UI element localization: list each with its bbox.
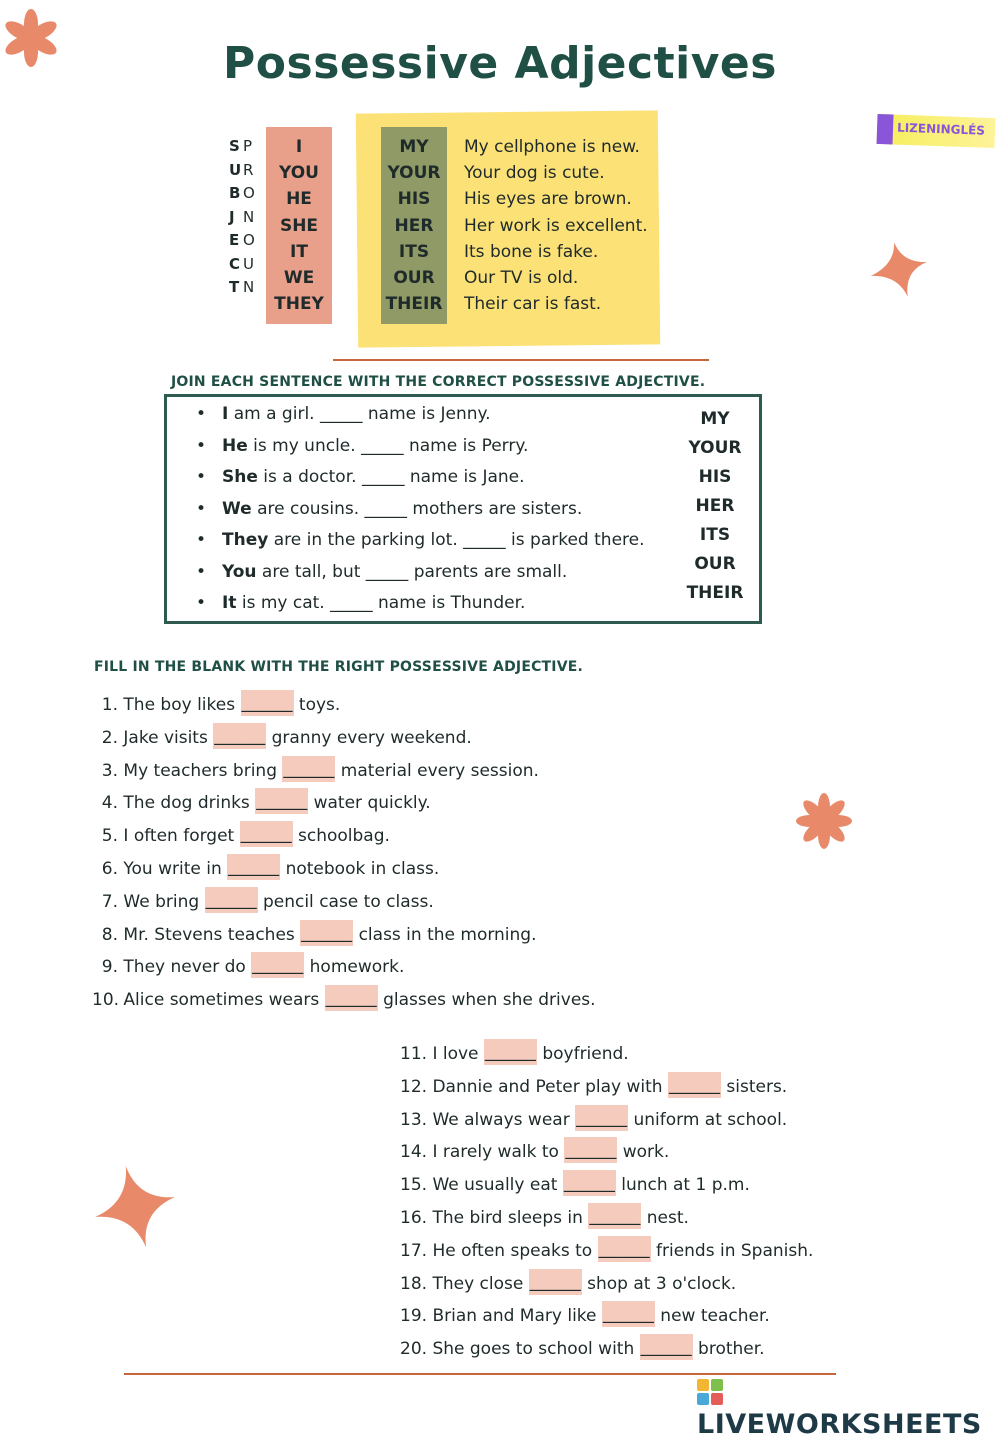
item-number: 4.: [101, 793, 118, 814]
sparkle-icon-right: [868, 240, 930, 300]
sentence-subject: He: [222, 435, 248, 456]
answer-blank[interactable]: ______: [240, 821, 293, 847]
fill-item: [400, 1071, 813, 1104]
section2-heading: FILL IN THE BLANK WITH THE RIGHT POSSESSIVE ADJECTIVE.: [94, 659, 584, 675]
answer-blank[interactable]: ______: [300, 920, 353, 946]
item-number: 12.: [400, 1076, 428, 1097]
pronoun-letters: [243, 135, 255, 300]
item-text-after: toys.: [293, 695, 341, 715]
flower-icon-right: [792, 789, 856, 853]
item-text-after: work.: [617, 1142, 670, 1163]
possessive-adjective: YOUR: [387, 163, 441, 184]
join-sentence: • You are tall, but _____ parents are small.: [196, 561, 568, 582]
item-text-before: Dannie and Peter play with: [432, 1076, 668, 1097]
example-sentence: Her work is excellent.: [464, 215, 648, 236]
letter: N: [243, 278, 255, 296]
item-text-before: He often speaks to: [432, 1240, 598, 1261]
sentence-subject: You: [222, 561, 257, 582]
item-text-before: My teachers bring: [123, 760, 283, 781]
item-text-after: new teacher.: [654, 1306, 770, 1327]
item-number: 9.: [101, 957, 118, 978]
fill-list-a: [92, 689, 596, 1017]
brand-bar: [877, 114, 894, 145]
fill-item: [400, 1038, 813, 1071]
item-text-after: water quickly.: [308, 793, 431, 814]
item-text-before: She goes to school with: [432, 1339, 640, 1360]
divider: [333, 359, 709, 361]
item-number: 7.: [101, 891, 118, 912]
item-text-after: lunch at 1 p.m.: [615, 1175, 750, 1196]
answer-blank[interactable]: ______: [282, 756, 335, 782]
item-number: 15.: [400, 1175, 428, 1196]
letter: O: [243, 231, 255, 249]
item-text-before: They close: [432, 1273, 529, 1294]
answer-blank[interactable]: ______: [598, 1236, 651, 1262]
answer-blank[interactable]: ______: [564, 1137, 617, 1163]
fill-item: [92, 689, 596, 722]
answer-option[interactable]: MY: [700, 409, 730, 429]
item-text-before: They never do: [123, 957, 252, 978]
item-text-before: The dog drinks: [123, 793, 256, 814]
item-text-after: shop at 3 o'clock.: [581, 1273, 737, 1294]
item-text-after: material every session.: [335, 760, 539, 781]
sentence-subject: It: [222, 593, 237, 613]
answer-option[interactable]: OUR: [694, 554, 736, 574]
subject-pronoun: HE: [286, 189, 312, 210]
example-sentence: His eyes are brown.: [464, 189, 632, 210]
letter: R: [243, 160, 254, 179]
item-text-before: I love: [432, 1044, 484, 1064]
fill-item: [92, 820, 596, 853]
letter: U: [243, 254, 254, 273]
item-number: 3.: [101, 760, 118, 781]
subject-pronoun: IT: [290, 241, 308, 262]
join-answer-options: [680, 405, 750, 608]
item-text-after: boyfriend.: [536, 1044, 629, 1064]
item-number: 6.: [101, 858, 118, 879]
item-text-before: The bird sleeps in: [432, 1207, 589, 1228]
item-number: 17.: [400, 1240, 428, 1261]
item-number: 19.: [400, 1306, 428, 1327]
answer-blank[interactable]: ______: [251, 952, 304, 978]
letter: C: [229, 254, 241, 273]
item-text-after: friends in Spanish.: [650, 1240, 814, 1261]
letter: U: [229, 160, 242, 179]
possessive-adjective: HER: [394, 215, 434, 236]
sentence-text: is my uncle. _____ name is Perry.: [247, 435, 529, 456]
sentence-text: is my cat. _____ name is Thunder.: [236, 593, 526, 613]
answer-blank[interactable]: ______: [602, 1301, 655, 1327]
fill-item: [400, 1333, 813, 1366]
subject-pronoun: SHE: [279, 215, 319, 236]
item-text-before: The boy likes: [123, 695, 241, 715]
item-text-before: Jake visits: [123, 727, 214, 748]
letter: E: [229, 231, 240, 249]
item-text-before: I rarely walk to: [432, 1142, 565, 1163]
item-text-after: sisters.: [720, 1076, 788, 1097]
sentence-text: are tall, but _____ parents are small.: [256, 561, 568, 582]
example-sentences: [464, 134, 648, 317]
item-text-before: We usually eat: [432, 1175, 563, 1196]
item-text-after: schoolbag.: [292, 826, 390, 847]
subject-pronoun: THEY: [274, 294, 324, 315]
letter: S: [229, 137, 240, 155]
sparkle-icon-bottom-left: [92, 1163, 178, 1251]
answer-blank[interactable]: ______: [325, 985, 378, 1011]
fill-list-b: [400, 1038, 813, 1366]
possessive-adjective: THEIR: [385, 294, 443, 315]
sentence-subject: I: [222, 404, 229, 424]
item-text-before: Alice sometimes wears: [123, 990, 325, 1011]
answer-option[interactable]: YOUR: [688, 438, 742, 458]
answer-blank[interactable]: ______: [588, 1203, 641, 1229]
example-sentence: My cellphone is new.: [464, 137, 640, 157]
footer-divider: [124, 1373, 836, 1375]
answer-blank[interactable]: ______: [529, 1269, 582, 1295]
possessive-adjective: HIS: [397, 189, 431, 210]
logo-text: LIVEWORKSHEETS: [697, 1409, 982, 1440]
fill-item: [400, 1235, 813, 1268]
join-sentence-list: [196, 402, 645, 623]
possessive-adjective-list: [381, 134, 447, 317]
sentence-subject: She: [222, 467, 258, 487]
liveworksheets-icon: [697, 1379, 723, 1405]
answer-blank[interactable]: ______: [668, 1072, 721, 1098]
join-sentence: • She is a doctor. _____ name is Jane.: [196, 467, 525, 487]
item-text-before: I often forget: [123, 826, 240, 847]
brand-tag: [877, 114, 996, 148]
fill-item: [92, 853, 596, 886]
example-sentence: Its bone is fake.: [464, 241, 599, 262]
item-number: 11.: [400, 1044, 428, 1064]
page-title: Possessive Adjectives: [223, 38, 777, 89]
fill-item: [92, 755, 596, 788]
answer-option[interactable]: HIS: [698, 467, 732, 487]
fill-item: [92, 787, 596, 820]
item-text-before: We bring: [123, 891, 205, 912]
letter: J: [229, 207, 235, 226]
fill-item: [92, 984, 596, 1017]
sentence-subject: We: [222, 498, 252, 519]
fill-item: [400, 1104, 813, 1137]
fill-item: [400, 1268, 813, 1301]
answer-blank[interactable]: ______: [640, 1334, 693, 1360]
item-number: 10.: [92, 990, 120, 1011]
sentence-subject: They: [222, 530, 269, 550]
answer-blank[interactable]: ______: [227, 854, 280, 880]
item-number: 8.: [101, 924, 118, 945]
join-sentence: • They are in the parking lot. _____ is parked there.: [196, 530, 645, 550]
subject-letters: [229, 135, 241, 300]
answer-blank[interactable]: ______: [213, 723, 266, 749]
subject-pronoun-list: [266, 134, 332, 317]
answer-blank[interactable]: ______: [241, 690, 294, 716]
example-sentence: Their car is fast.: [464, 294, 602, 315]
item-number: 16.: [400, 1207, 428, 1228]
item-number: 18.: [400, 1273, 428, 1294]
item-text-after: granny every weekend.: [266, 727, 472, 748]
join-sentence: • I am a girl. _____ name is Jenny.: [196, 404, 491, 424]
item-text-after: nest.: [641, 1207, 689, 1228]
answer-blank[interactable]: ______: [575, 1105, 628, 1131]
item-number: 1.: [101, 695, 118, 715]
fill-item: [400, 1202, 813, 1235]
item-text-before: You write in: [123, 858, 228, 879]
letter: B: [229, 184, 241, 202]
join-sentence: • He is my uncle. _____ name is Perry.: [196, 435, 529, 456]
subject-pronoun: WE: [283, 267, 315, 288]
item-text-after: brother.: [692, 1339, 765, 1360]
answer-blank[interactable]: ______: [205, 887, 258, 913]
item-text-after: uniform at school.: [628, 1109, 788, 1130]
fill-item: [92, 886, 596, 919]
fill-item: [92, 951, 596, 984]
fill-item: [400, 1136, 813, 1169]
sentence-text: am a girl. _____ name is Jenny.: [228, 404, 491, 424]
item-number: 14.: [400, 1142, 428, 1163]
item-number: 13.: [400, 1109, 428, 1130]
answer-option[interactable]: HER: [695, 496, 735, 516]
item-number: 5.: [101, 826, 118, 847]
letter: T: [229, 278, 240, 296]
answer-blank[interactable]: ______: [255, 788, 308, 814]
answer-option[interactable]: THEIR: [686, 583, 744, 603]
section1-heading: JOIN EACH SENTENCE WITH THE CORRECT POSSESSIVE ADJECTIVE.: [171, 374, 706, 390]
item-text-before: Mr. Stevens teaches: [123, 924, 301, 945]
subject-pronoun: YOU: [279, 163, 319, 184]
fill-item: [92, 722, 596, 755]
answer-blank[interactable]: ______: [484, 1039, 537, 1065]
letter: P: [243, 137, 253, 155]
answer-blank[interactable]: ______: [563, 1170, 616, 1196]
example-sentence: Our TV is old.: [464, 267, 579, 288]
item-text-after: class in the morning.: [353, 924, 537, 945]
brand-label: LIZENINGLÉS: [896, 120, 986, 138]
answer-option[interactable]: ITS: [699, 525, 731, 545]
item-text-after: notebook in class.: [280, 858, 440, 879]
letter: N: [243, 207, 255, 226]
item-text-after: glasses when she drives.: [377, 990, 596, 1011]
fill-item: [400, 1169, 813, 1202]
item-text-after: pencil case to class.: [257, 891, 434, 912]
sentence-text: are cousins. _____ mothers are sisters.: [251, 498, 583, 519]
item-number: 2.: [101, 727, 118, 748]
fill-item: [92, 919, 596, 952]
join-sentence: • We are cousins. _____ mothers are sisters.: [196, 498, 583, 519]
example-sentence: Your dog is cute.: [464, 163, 605, 184]
item-number: 20.: [400, 1339, 428, 1360]
possessive-adjective: MY: [399, 137, 429, 157]
item-text-before: We always wear: [432, 1109, 576, 1130]
possessive-adjective: ITS: [398, 241, 430, 262]
fill-item: [400, 1300, 813, 1333]
subject-pronoun: I: [295, 137, 303, 157]
liveworksheets-logo[interactable]: [697, 1378, 1000, 1440]
sentence-text: is a doctor. _____ name is Jane.: [257, 467, 525, 487]
join-sentence: • It is my cat. _____ name is Thunder.: [196, 593, 526, 613]
item-text-before: Brian and Mary like: [432, 1306, 602, 1327]
sentence-text: are in the parking lot. _____ is parked there.: [268, 530, 645, 550]
item-text-after: homework.: [304, 957, 405, 978]
letter: O: [243, 184, 255, 202]
possessive-adjective: OUR: [393, 267, 435, 288]
